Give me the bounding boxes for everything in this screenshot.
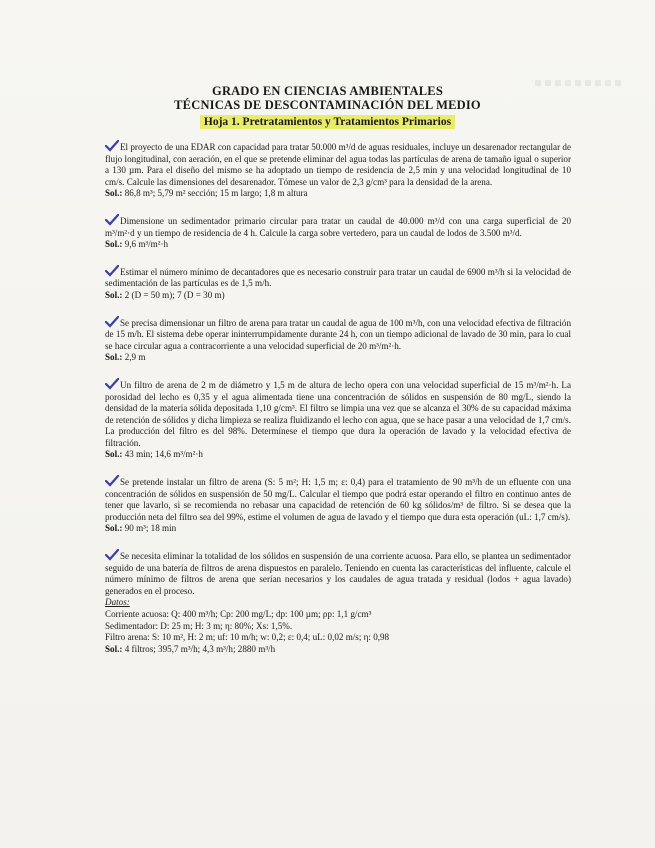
problem-text: Estimar el número mínimo de decantadores que es necesario construir para tratar un caudal de 6900 m³/h si la velocidad de sedimentación de las partículas es de 1,5 m/h. (105, 266, 571, 289)
check-mark-icon (105, 265, 119, 276)
data-line: Filtro arena: S: 10 m², H: 2 m; uf: 10 m/h; w: 0,2; ε: 0,4; uL: 0,02 m/s; η: 0,98 (105, 632, 390, 643)
problem-2 (105, 214, 571, 251)
check-mark-icon (105, 549, 119, 560)
course-title: TÉCNICAS DE DESCONTAMINACIÓN DEL MEDIO (174, 98, 481, 112)
problem-text: Se precisa dimensionar un filtro de arena para tratar un caudal de agua de 100 m³/h, con una velocidad efectiva de filtración de 15 m/h. El sistema debe operar ininterrumpidamente durante 24 h, con un tiempo adicional de lavado de 30 min, para lo cual se hace circular agua a contracorriente a una velocidad superficial de 20 m³/m²·h. (105, 317, 571, 351)
problem-text: Se pretende instalar un filtro de arena (S: 5 m²; H: 1,5 m; ε: 0,4) para el tratamiento de 90 m³/h de un efluente con una concentración de sólidos en suspensión de 50 mg/L. Calcular el tiempo que podrá estar operando el filtro en continuo antes de tener que lavarlo, si se recomienda no rebasar una capacidad de retención de 60 kg sólidos/m³ de filtro. Si se desea que la producción neta del filtro sea del 99%, estime el volumen de agua de lavado y el tiempo que dura esta operación (uL: 1,7 cm/s). (105, 477, 571, 522)
problem-text: Un filtro de arena de 2 m de diámetro y 1,5 m de altura de lecho opera con una velocidad superficial de 15 m³/m²·h. La porosidad del lecho es 0,35 y el agua alimentada tiene una concentración de sólidos en suspensión de 80 mg/L, siendo la densidad de la materia sólida depositada 1,10 g/cm³. El filtro se limpia una vez que se alcanza el 30% de su capacidad máxima de retención de sólidos y dicha limpieza se realiza fluidizando el lecho con agua, que se hace pasar a una velocidad de 1,7 cm/s. La producción del filtro es del 98%. Determínese el tiempo que dura la operación de lavado y la velocidad efectiva de filtración. (105, 379, 571, 448)
data-line: Corriente acuosa: Q: 400 m³/h; Cp: 200 mg/L; dp: 100 µm; ρp: 1,1 g/cm³ (105, 609, 372, 619)
solution-label: Sol.: (105, 289, 123, 300)
solution-text: 43 min; 14,6 m³/m²·h (124, 449, 203, 460)
solution-label: Sol.: (105, 449, 123, 460)
solution-label: Sol.: (105, 188, 123, 199)
problem-text: Dimensione un sedimentador primario circular para tratar un caudal de 40.000 m³/d con una carga superficial de 20 m³/m²·d y un tiempo de residencia de 4 h. Calcule la carga sobre vertedero, para un caudal de lodos de 3.500 m³/d. (105, 215, 571, 238)
solution-label: Sol.: (105, 239, 123, 250)
solution-text: 90 m³; 18 min (124, 523, 177, 534)
solution-label: Sol.: (105, 352, 123, 363)
solution-text: 2,9 m (124, 352, 146, 363)
check-mark-icon (105, 378, 119, 389)
problem-7 (105, 549, 571, 655)
document-header (0, 84, 655, 130)
solution-label: Sol.: (105, 643, 123, 654)
check-mark-icon (105, 316, 119, 327)
solution-text: 4 filtros; 395,7 m³/h; 4,3 m³/h; 2880 m³/h (124, 643, 276, 654)
solution-text: 9,6 m³/m²·h (124, 239, 169, 250)
problem-4 (105, 316, 571, 364)
problem-3 (105, 265, 571, 302)
check-mark-icon (105, 214, 119, 225)
check-mark-icon (105, 475, 119, 486)
sheet-title: Hoja 1. Pretratamientos y Tratamientos Primarios (200, 115, 455, 129)
degree-title: GRADO EN CIENCIAS AMBIENTALES (212, 84, 443, 98)
problem-text: Se necesita eliminar la totalidad de los sólidos en suspensión de una corriente acuosa. Para ello, se plantea un sedimentador seguido de una batería de filtros de arena dispuestos en paralelo. Teniendo en cuenta las características del influente, calcule el número mínimo de filtros de arena que serían necesarios y los caudales de agua tratada y residual (lodos + agua lavado) generados en el proceso. (105, 551, 571, 596)
problem-list (105, 140, 571, 669)
problem-6 (105, 475, 571, 535)
solution-label: Sol.: (105, 523, 123, 534)
data-heading: Datos: (105, 597, 130, 608)
problem-1 (105, 140, 571, 200)
solution-text: 2 (D = 50 m); 7 (D = 30 m) (124, 289, 225, 300)
check-mark-icon (105, 140, 119, 151)
problem-text: El proyecto de una EDAR con capacidad para tratar 50.000 m³/d de aguas residuales, incluye un desarenador rectangular de flujo longitudinal, con aeración, en el que se pretende eliminar del agua todas las partículas de arena de tamaño igual o superior a 130 µm. Para el diseño del mismo se ha adoptado un tiempo de residencia de 2,5 min y una velocidad longitudinal de 10 cm/s. Calcule las dimensiones del desarenador. Tómese un valor de 2,3 g/cm³ para la densidad de la arena. (105, 142, 571, 187)
problem-5 (105, 378, 571, 461)
data-line: Sedimentador: D: 25 m; H: 3 m; η: 80%; Xs: 1,5%. (105, 620, 293, 631)
solution-text: 86,8 m³; 5,79 m² sección; 15 m largo; 1,8 m altura (124, 188, 308, 199)
